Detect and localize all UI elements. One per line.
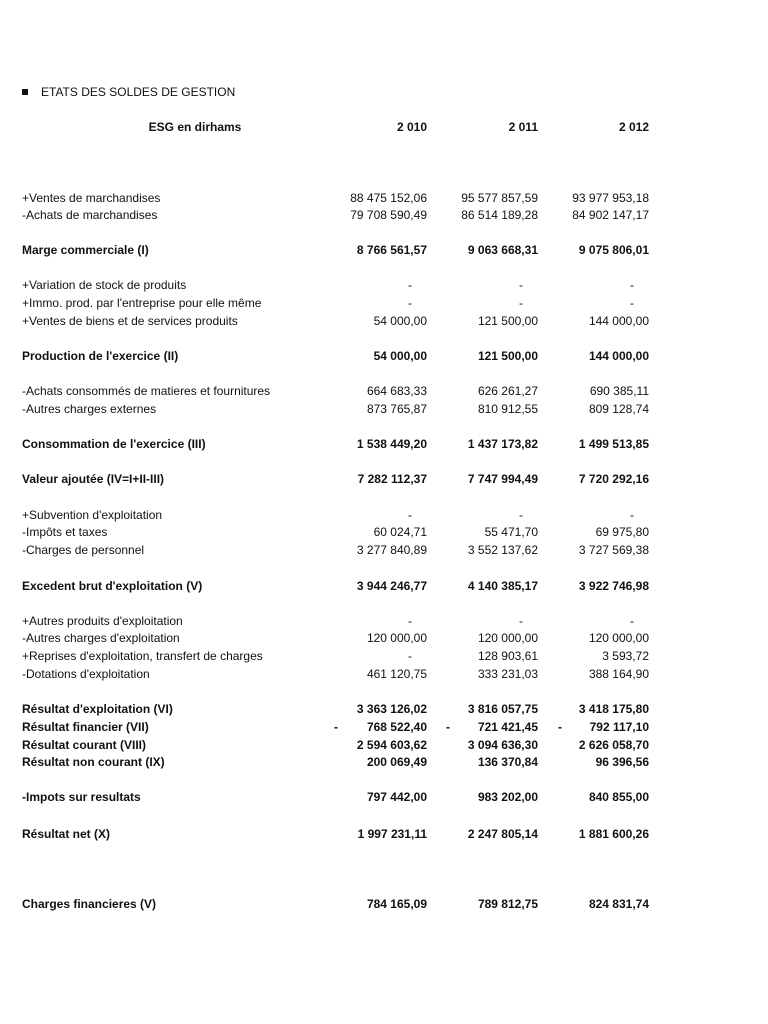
row-label: -Achats de marchandises bbox=[22, 208, 158, 222]
value-2012: 84 902 147,17 bbox=[572, 208, 649, 222]
value-2012: 1 881 600,26 bbox=[578, 827, 649, 841]
row-label: +Subvention d'exploitation bbox=[22, 508, 163, 522]
value-2012: 388 164,90 bbox=[588, 667, 649, 681]
value-2012: 7 720 292,16 bbox=[578, 472, 649, 486]
value-2010: 54 000,00 bbox=[373, 349, 427, 363]
row-label: Charges financieres (V) bbox=[22, 897, 157, 911]
value-2011: 121 500,00 bbox=[477, 314, 538, 328]
value-2011: - bbox=[519, 296, 523, 310]
value-2012: 3 418 175,80 bbox=[578, 702, 649, 716]
row-label: Résultat financier (VII) bbox=[22, 720, 149, 734]
header-year-2010: 2 010 bbox=[396, 120, 427, 134]
value-2012: - bbox=[630, 614, 634, 628]
value-2010: 873 765,87 bbox=[366, 402, 427, 416]
table-header bbox=[0, 120, 768, 136]
value-2010: 664 683,33 bbox=[366, 384, 427, 398]
row-label: Consommation de l'exercice (III) bbox=[22, 437, 206, 451]
row-impots-taxes bbox=[0, 524, 768, 540]
value-2010: 54 000,00 bbox=[373, 314, 427, 328]
row-charges-personnel bbox=[0, 542, 768, 558]
value-2011: 86 514 189,28 bbox=[461, 208, 538, 222]
value-2012: 3 727 569,38 bbox=[578, 543, 649, 557]
value-2010: 3 363 126,02 bbox=[356, 702, 427, 716]
value-2011: 333 231,03 bbox=[477, 667, 538, 681]
row-label: -Dotations d'exploitation bbox=[22, 667, 150, 681]
value-2012: 1 499 513,85 bbox=[578, 437, 649, 451]
value-2010: 7 282 112,37 bbox=[357, 472, 427, 486]
value-2012: 120 000,00 bbox=[588, 631, 649, 645]
value-2011: 120 000,00 bbox=[477, 631, 538, 645]
value-2011: 128 903,61 bbox=[477, 649, 538, 663]
value-2012: 3 593,72 bbox=[602, 649, 649, 663]
row-variation-stock bbox=[0, 277, 768, 293]
row-valeur-ajoutee bbox=[0, 471, 768, 487]
value-2012: - bbox=[630, 508, 634, 522]
bullet-icon bbox=[22, 89, 28, 95]
value-2010: 120 000,00 bbox=[366, 631, 427, 645]
row-consommation-exercice bbox=[0, 436, 768, 452]
row-achats-consommes bbox=[0, 383, 768, 399]
value-2010: 60 024,71 bbox=[373, 525, 427, 539]
row-label: +Ventes de marchandises bbox=[22, 191, 161, 205]
value-2012: - bbox=[630, 278, 634, 292]
value-2012: 2 626 058,70 bbox=[578, 738, 649, 752]
value-2011: 9 063 668,31 bbox=[467, 243, 538, 257]
value-2011: 2 247 805,14 bbox=[467, 827, 538, 841]
value-2010: 88 475 152,06 bbox=[350, 191, 427, 205]
negative-sign-2011: - bbox=[446, 720, 450, 734]
value-2011: 810 912,55 bbox=[477, 402, 538, 416]
row-label: Valeur ajoutée (IV=I+II-III) bbox=[22, 472, 165, 486]
row-label: Excedent brut d'exploitation (V) bbox=[22, 579, 203, 593]
value-2011: 136 370,84 bbox=[477, 755, 538, 769]
value-2011: 121 500,00 bbox=[477, 349, 538, 363]
row-subvention-exploitation bbox=[0, 507, 768, 523]
value-2011: 721 421,45 bbox=[477, 720, 538, 734]
value-2010: 200 069,49 bbox=[366, 755, 427, 769]
value-2012: 3 922 746,98 bbox=[578, 579, 649, 593]
value-2012: 96 396,56 bbox=[595, 755, 649, 769]
row-achats-marchandises bbox=[0, 207, 768, 223]
value-2010: 3 277 840,89 bbox=[356, 543, 427, 557]
row-label: Production de l'exercice (II) bbox=[22, 349, 179, 363]
row-ventes-biens-services bbox=[0, 313, 768, 329]
section-title bbox=[22, 84, 235, 100]
row-resultat-financier bbox=[0, 719, 768, 735]
value-2011: - bbox=[519, 508, 523, 522]
row-resultat-non-courant bbox=[0, 754, 768, 770]
value-2012: 93 977 953,18 bbox=[572, 191, 649, 205]
value-2010: - bbox=[408, 508, 412, 522]
row-ventes-marchandises bbox=[0, 190, 768, 206]
row-impots-resultats bbox=[0, 789, 768, 805]
row-label: Résultat non courant (IX) bbox=[22, 755, 165, 769]
value-2012: 824 831,74 bbox=[588, 897, 649, 911]
section-title-text: ETATS DES SOLDES DE GESTION bbox=[41, 85, 236, 99]
value-2011: 789 812,75 bbox=[477, 897, 538, 911]
value-2011: 95 577 857,59 bbox=[461, 191, 538, 205]
value-2010: 784 165,09 bbox=[366, 897, 427, 911]
row-autres-produits-exploitation bbox=[0, 613, 768, 629]
value-2010: - bbox=[408, 296, 412, 310]
value-2012: 144 000,00 bbox=[588, 314, 649, 328]
row-label: Marge commerciale (I) bbox=[22, 243, 149, 257]
value-2012: 840 855,00 bbox=[588, 790, 649, 804]
value-2011: 3 816 057,75 bbox=[467, 702, 538, 716]
value-2010: 461 120,75 bbox=[366, 667, 427, 681]
value-2011: 4 140 385,17 bbox=[467, 579, 538, 593]
row-label: -Impots sur resultats bbox=[22, 790, 141, 804]
header-label: ESG en dirhams bbox=[148, 120, 242, 134]
negative-sign-2010: - bbox=[334, 720, 338, 734]
row-autres-charges-exploitation bbox=[0, 630, 768, 646]
row-marge-commerciale bbox=[0, 242, 768, 258]
row-label: +Variation de stock de produits bbox=[22, 278, 187, 292]
row-resultat-courant bbox=[0, 737, 768, 753]
value-2012: 9 075 806,01 bbox=[578, 243, 649, 257]
row-production-exercice bbox=[0, 348, 768, 364]
value-2010: 1 997 231,11 bbox=[357, 827, 427, 841]
row-label: Résultat courant (VIII) bbox=[22, 738, 147, 752]
row-resultat-net bbox=[0, 826, 768, 842]
value-2010: 3 944 246,77 bbox=[356, 579, 427, 593]
value-2010: - bbox=[408, 649, 412, 663]
value-2011: 626 261,27 bbox=[477, 384, 538, 398]
value-2012: 809 128,74 bbox=[588, 402, 649, 416]
row-label: +Immo. prod. par l'entreprise pour elle même bbox=[22, 296, 262, 310]
row-label: -Impôts et taxes bbox=[22, 525, 108, 539]
value-2010: 797 442,00 bbox=[366, 790, 427, 804]
value-2010: - bbox=[408, 614, 412, 628]
row-label: +Autres produits d'exploitation bbox=[22, 614, 183, 628]
value-2012: 690 385,11 bbox=[589, 384, 649, 398]
value-2012: 792 117,10 bbox=[589, 720, 649, 734]
value-2012: 144 000,00 bbox=[588, 349, 649, 363]
header-year-2011: 2 011 bbox=[508, 120, 538, 134]
value-2010: 768 522,40 bbox=[366, 720, 427, 734]
value-2011: - bbox=[519, 278, 523, 292]
header-year-2012: 2 012 bbox=[618, 120, 649, 134]
negative-sign-2012: - bbox=[558, 720, 562, 734]
value-2011: 55 471,70 bbox=[484, 525, 538, 539]
row-label: -Autres charges externes bbox=[22, 402, 157, 416]
value-2011: 1 437 173,82 bbox=[467, 437, 538, 451]
value-2010: 79 708 590,49 bbox=[350, 208, 427, 222]
value-2012: 69 975,80 bbox=[595, 525, 649, 539]
value-2011: - bbox=[519, 614, 523, 628]
row-label: Résultat d'exploitation (VI) bbox=[22, 702, 173, 716]
row-reprises-exploitation bbox=[0, 648, 768, 664]
row-autres-charges-externes bbox=[0, 401, 768, 417]
row-immo-prod bbox=[0, 295, 768, 311]
value-2011: 983 202,00 bbox=[477, 790, 538, 804]
value-2010: 1 538 449,20 bbox=[356, 437, 427, 451]
row-resultat-exploitation bbox=[0, 701, 768, 717]
row-label: +Reprises d'exploitation, transfert de charges bbox=[22, 649, 263, 663]
row-label: -Achats consommés de matieres et fournitures bbox=[22, 384, 271, 398]
row-label: Résultat net (X) bbox=[22, 827, 111, 841]
value-2010: 2 594 603,62 bbox=[356, 738, 427, 752]
value-2011: 3 552 137,62 bbox=[467, 543, 538, 557]
value-2012: - bbox=[630, 296, 634, 310]
value-2010: 8 766 561,57 bbox=[356, 243, 427, 257]
row-label: -Charges de personnel bbox=[22, 543, 145, 557]
row-excedent-brut bbox=[0, 578, 768, 594]
row-charges-financieres bbox=[0, 896, 768, 912]
value-2011: 7 747 994,49 bbox=[467, 472, 538, 486]
row-label: -Autres charges d'exploitation bbox=[22, 631, 180, 645]
value-2011: 3 094 636,30 bbox=[467, 738, 538, 752]
value-2010: - bbox=[408, 278, 412, 292]
row-label: +Ventes de biens et de services produits bbox=[22, 314, 238, 328]
row-dotations-exploitation bbox=[0, 666, 768, 682]
